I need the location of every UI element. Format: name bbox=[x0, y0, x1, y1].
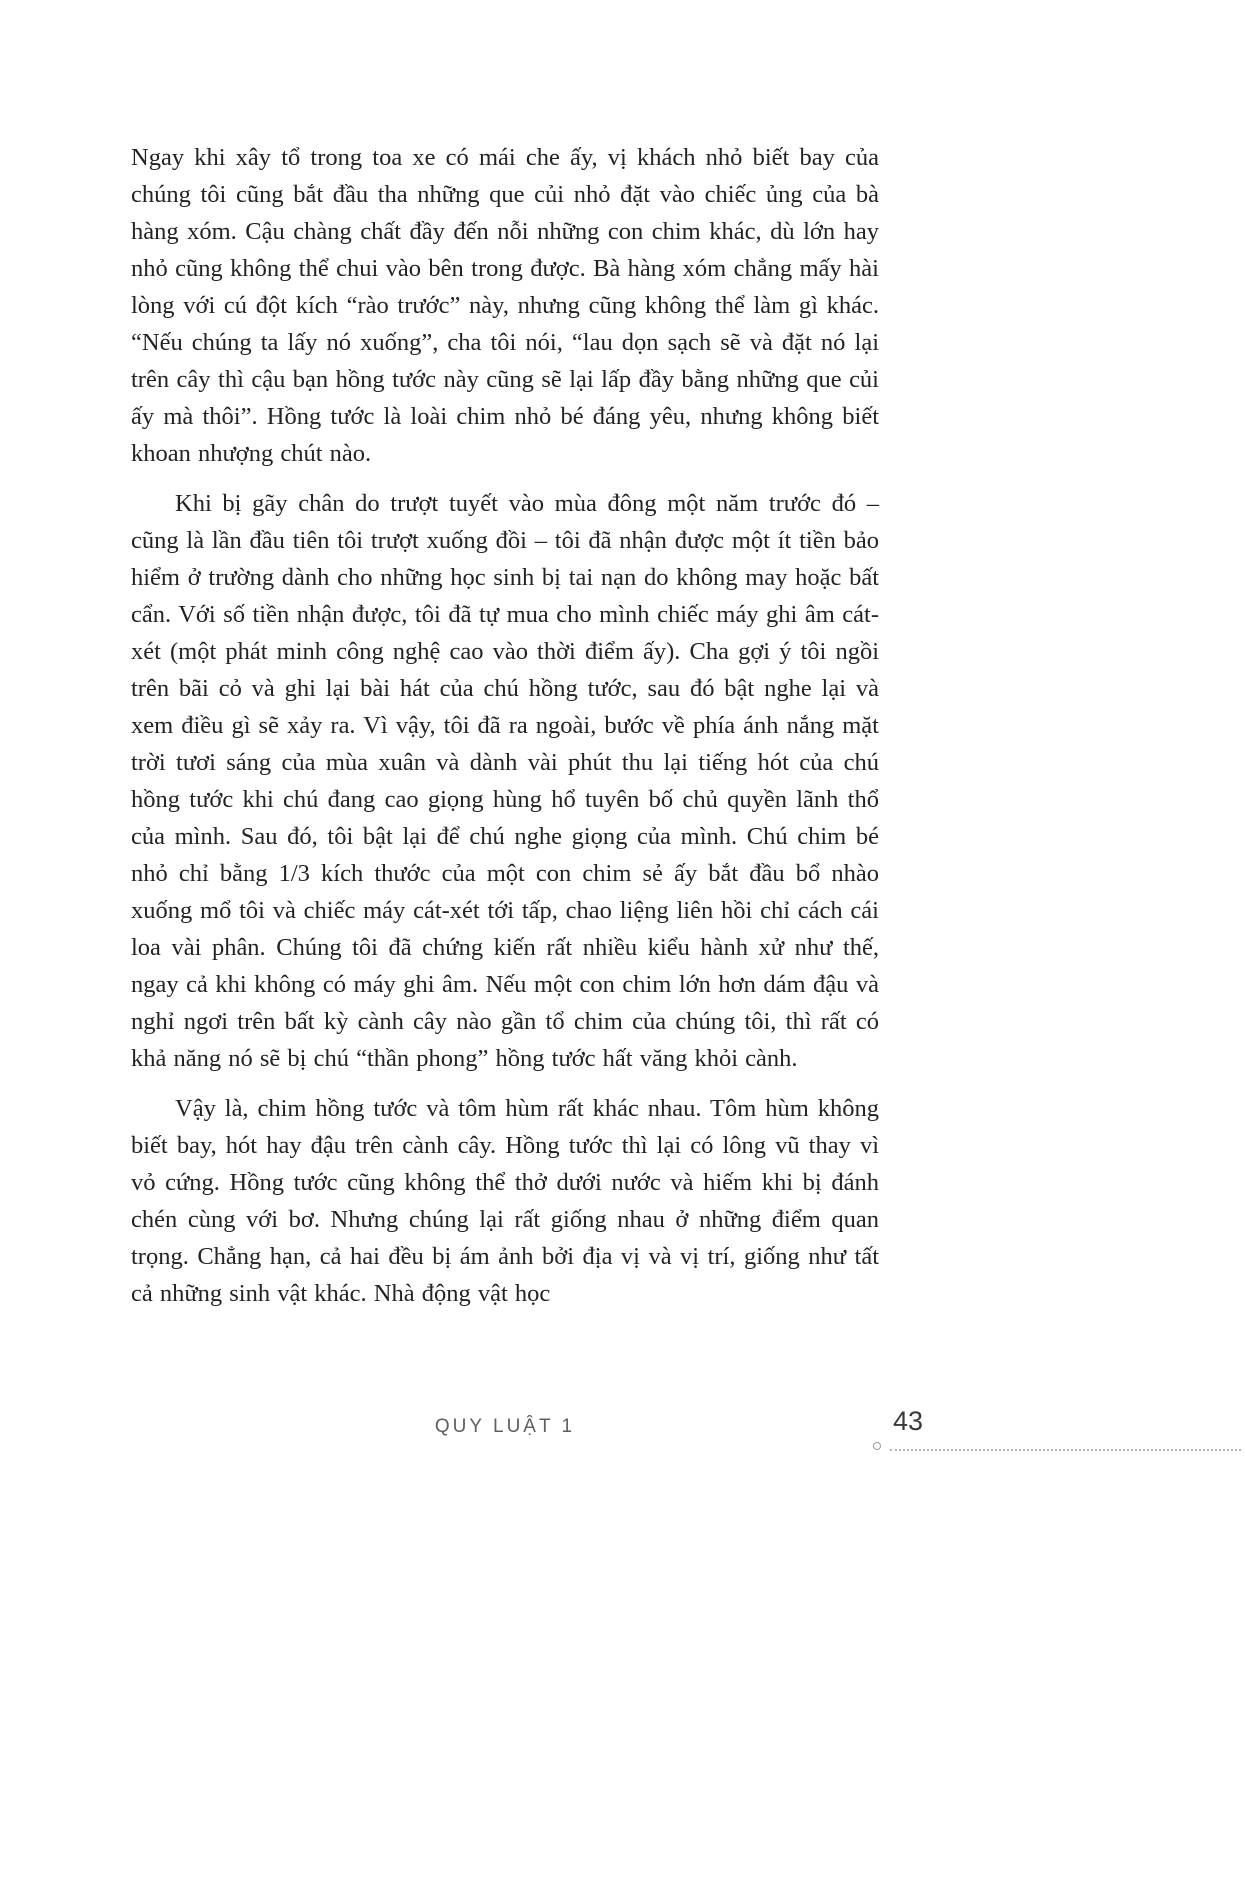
page-footer bbox=[0, 1404, 1245, 1464]
footer-circle-ornament bbox=[873, 1442, 881, 1450]
body-paragraph: Khi bị gãy chân do trượt tuyết vào mùa đông một năm trước đó – cũng là lần đầu tiên tôi trượt xuống đồi – tôi đã nhận được một ít tiền bảo hiểm ở trường dành cho những học sinh bị tai nạn do không may hoặc bất cẩn. Với số tiền nhận được, tôi đã tự mua cho mình chiếc máy ghi âm cát-xét (một phát minh công nghệ cao vào thời điểm ấy). Cha gợi ý tôi ngồi trên bãi cỏ và ghi lại bài hát của chú hồng tước, sau đó bật nghe lại và xem điều gì sẽ xảy ra. Vì vậy, tôi đã ra ngoài, bước về phía ánh nắng mặt trời tươi sáng của mùa xuân và dành vài phút thu lại tiếng hót của chú hồng tước khi chú đang cao giọng hùng hổ tuyên bố chủ quyền lãnh thổ của mình. Sau đó, tôi bật lại để chú nghe giọng của mình. Chú chim bé nhỏ chỉ bằng 1/3 kích thước của một con chim sẻ ấy bắt đầu bổ nhào xuống mổ tôi và chiếc máy cát-xét tới tấp, chao liệng liên hồi chỉ cách cái loa vài phân. Chúng tôi đã chứng kiến rất nhiều kiểu hành xử như thế, ngay cả khi không có máy ghi âm. Nếu một con chim lớn hơn dám đậu và nghỉ ngơi trên bất kỳ cành cây nào gần tổ chim của chúng tôi, thì rất có khả năng nó sẽ bị chú “thần phong” hồng tước hất văng khỏi cành. bbox=[131, 490, 879, 1072]
body-paragraph: Ngay khi xây tổ trong toa xe có mái che ấy, vị khách nhỏ biết bay của chúng tôi cũng bắt đầu tha những que củi nhỏ đặt vào chiếc ủng của bà hàng xóm. Cậu chàng chất đầy đến nỗi những con chim khác, dù lớn hay nhỏ cũng không thể chui vào bên trong được. Bà hàng xóm chẳng mấy hài lòng với cú đột kích “rào trước” này, nhưng cũng không thể làm gì khác. “Nếu chúng ta lấy nó xuống”, cha tôi nói, “lau dọn sạch sẽ và đặt nó lại trên cây thì cậu bạn hồng tước này cũng sẽ lại lấp đầy bằng những que củi ấy mà thôi”. Hồng tước là loài chim nhỏ bé đáng yêu, nhưng không biết khoan nhượng chút nào. bbox=[131, 144, 879, 467]
body-text-block bbox=[131, 139, 879, 1325]
page-number: 43 bbox=[893, 1406, 924, 1436]
footer-dotted-rule bbox=[890, 1449, 1241, 1451]
running-footer-section-title: QUY LUẬT 1 bbox=[434, 1416, 576, 1437]
body-paragraph: Vậy là, chim hồng tước và tôm hùm rất khác nhau. Tôm hùm không biết bay, hót hay đậu trên cành cây. Hồng tước thì lại có lông vũ thay vì vỏ cứng. Hồng tước cũng không thể thở dưới nước và hiếm khi bị đánh chén cùng với bơ. Nhưng chúng lại rất giống nhau ở những điểm quan trọng. Chẳng hạn, cả hai đều bị ám ảnh bởi địa vị và vị trí, giống như tất cả những sinh vật khác. Nhà động vật học bbox=[131, 1095, 879, 1307]
